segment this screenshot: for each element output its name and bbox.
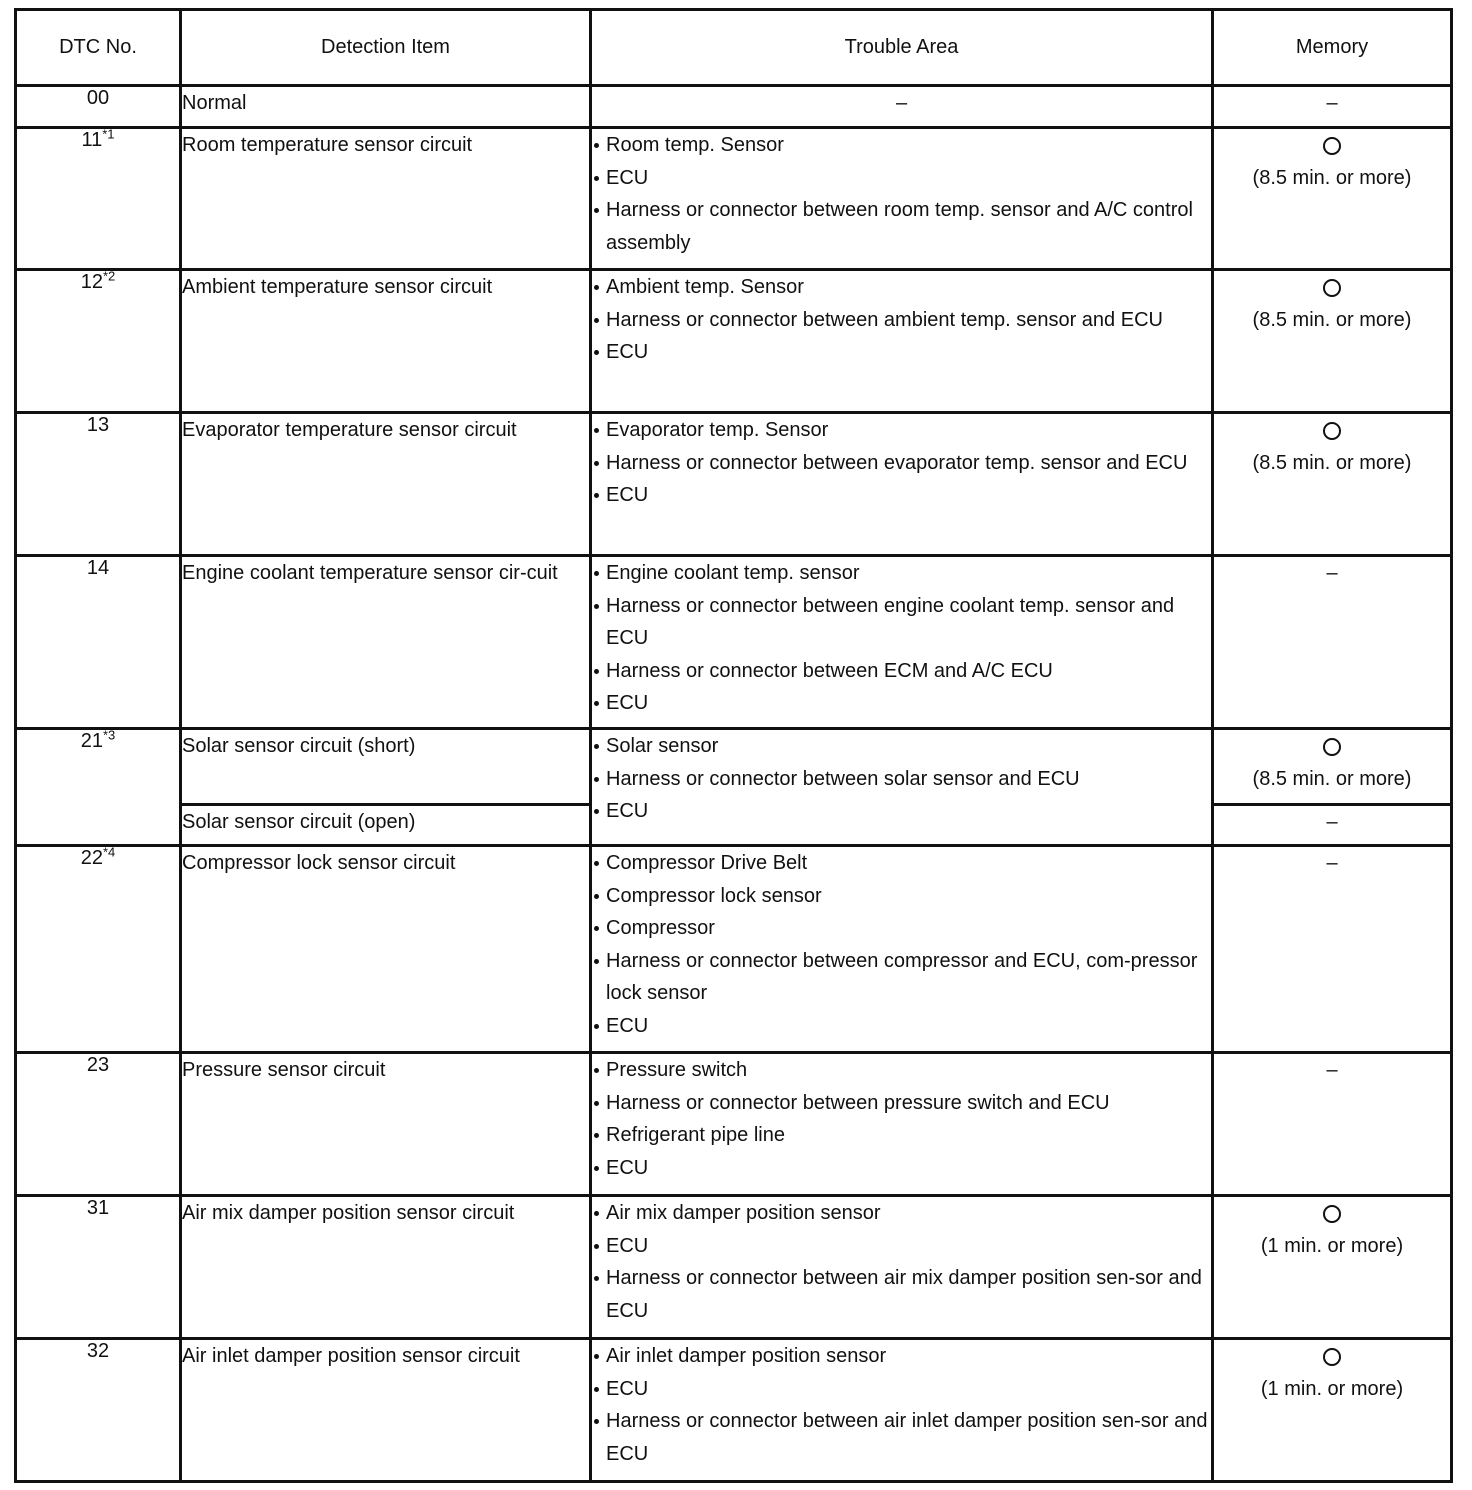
memory-cell: – xyxy=(1213,86,1452,128)
list-item: Harness or connector between evaporator temp. sensor and ECU xyxy=(592,447,1211,480)
memory-cell xyxy=(1213,1339,1452,1482)
list-item: Harness or connector between compressor and ECU, com-pressor lock sensor xyxy=(592,945,1211,1010)
list-item: Air mix damper position sensor xyxy=(592,1197,1211,1230)
list-item: Harness or connector between air mix damper position sen-sor and ECU xyxy=(592,1262,1211,1327)
circle-icon xyxy=(1323,137,1341,155)
dtc-cell xyxy=(16,128,181,270)
detection-item: Compressor lock sensor circuit xyxy=(181,846,591,1053)
detection-item: Pressure sensor circuit xyxy=(181,1053,591,1196)
list-item: Pressure switch xyxy=(592,1054,1211,1087)
dtc-cell xyxy=(16,1053,181,1196)
table-row xyxy=(16,86,1452,128)
table-row xyxy=(16,270,1452,413)
trouble-area xyxy=(591,1196,1213,1339)
list-item: Harness or connector between engine coolant temp. sensor and ECU xyxy=(592,590,1211,655)
circle-icon xyxy=(1323,738,1341,756)
trouble-list xyxy=(592,414,1211,512)
memory-cell xyxy=(1213,413,1452,556)
trouble-list xyxy=(592,129,1211,259)
list-item: ECU xyxy=(592,1010,1211,1043)
header-trouble: Trouble Area xyxy=(591,10,1213,86)
dtc-table xyxy=(14,8,1453,1483)
list-item: Compressor xyxy=(592,912,1211,945)
list-item: Harness or connector between ambient temp. sensor and ECU xyxy=(592,304,1211,337)
dtc-cell xyxy=(16,270,181,413)
memory-duration: (8.5 min. or more) xyxy=(1252,768,1412,790)
header-memory: Memory xyxy=(1213,10,1452,86)
header-detection: Detection Item xyxy=(181,10,591,86)
trouble-list xyxy=(592,557,1211,720)
memory-cell: – xyxy=(1213,805,1452,846)
dtc-cell xyxy=(16,846,181,1053)
list-item: Harness or connector between air inlet damper position sen-sor and ECU xyxy=(592,1405,1211,1470)
detection-item: Normal xyxy=(181,86,591,128)
dtc-number: 11 xyxy=(81,129,103,151)
circle-icon xyxy=(1323,1205,1341,1223)
list-item: Ambient temp. Sensor xyxy=(592,271,1211,304)
dtc-cell xyxy=(16,729,181,846)
list-item: ECU xyxy=(592,1373,1211,1406)
table-row xyxy=(16,1339,1452,1482)
trouble-area xyxy=(591,1053,1213,1196)
trouble-list xyxy=(592,847,1211,1042)
memory-duration: (8.5 min. or more) xyxy=(1252,452,1412,474)
list-item: Compressor Drive Belt xyxy=(592,847,1211,880)
trouble-area: – xyxy=(591,86,1213,128)
table-row xyxy=(16,556,1452,729)
memory-cell xyxy=(1213,270,1452,413)
trouble-list xyxy=(592,1197,1211,1327)
detection-item: Room temperature sensor circuit xyxy=(181,128,591,270)
list-item: Engine coolant temp. sensor xyxy=(592,557,1211,590)
dtc-number: 32 xyxy=(86,1340,110,1362)
memory-cell xyxy=(1213,1196,1452,1339)
list-item: ECU xyxy=(592,162,1211,195)
dtc-cell xyxy=(16,86,181,128)
list-item: Harness or connector between room temp. sensor and A/C control assembly xyxy=(592,194,1211,259)
detection-item: Air mix damper position sensor circuit xyxy=(181,1196,591,1339)
dtc-number: 14 xyxy=(86,557,110,579)
footnote-mark: *1 xyxy=(102,126,115,142)
trouble-list xyxy=(592,1340,1211,1470)
table-row xyxy=(16,1053,1452,1196)
trouble-area xyxy=(591,1339,1213,1482)
list-item: ECU xyxy=(592,1230,1211,1263)
list-item: Refrigerant pipe line xyxy=(592,1119,1211,1152)
circle-icon xyxy=(1323,422,1341,440)
dtc-number: 23 xyxy=(86,1054,110,1076)
list-item: Evaporator temp. Sensor xyxy=(592,414,1211,447)
dtc-cell xyxy=(16,1196,181,1339)
memory-duration: (8.5 min. or more) xyxy=(1252,309,1412,331)
table-row xyxy=(16,128,1452,270)
dtc-cell xyxy=(16,413,181,556)
trouble-area xyxy=(591,729,1213,846)
circle-icon xyxy=(1323,1348,1341,1366)
trouble-area xyxy=(591,846,1213,1053)
detection-item: Air inlet damper position sensor circuit xyxy=(181,1339,591,1482)
trouble-list xyxy=(592,271,1211,369)
memory-duration: (1 min. or more) xyxy=(1260,1378,1404,1400)
list-item: Harness or connector between ECM and A/C ECU xyxy=(592,655,1211,688)
detection-item: Engine coolant temperature sensor cir-cuit xyxy=(181,556,591,729)
memory-cell xyxy=(1213,128,1452,270)
list-item: Harness or connector between pressure switch and ECU xyxy=(592,1087,1211,1120)
list-item: Harness or connector between solar sensor and ECU xyxy=(592,763,1211,796)
dtc-number: 21 xyxy=(80,730,103,752)
list-item: Room temp. Sensor xyxy=(592,129,1211,162)
trouble-area xyxy=(591,128,1213,270)
footnote-mark: *2 xyxy=(102,268,116,284)
footnote-mark: *3 xyxy=(102,727,116,743)
list-item: Solar sensor xyxy=(592,730,1211,763)
header-dtc: DTC No. xyxy=(16,10,181,86)
dtc-cell xyxy=(16,556,181,729)
trouble-area xyxy=(591,413,1213,556)
memory-duration: (8.5 min. or more) xyxy=(1252,167,1412,189)
dtc-number: 00 xyxy=(86,87,110,109)
detection-item: Solar sensor circuit (open) xyxy=(181,805,591,846)
trouble-area xyxy=(591,270,1213,413)
trouble-list xyxy=(592,730,1211,828)
list-item: ECU xyxy=(592,795,1211,828)
trouble-area xyxy=(591,556,1213,729)
memory-cell: – xyxy=(1213,556,1452,729)
list-item: ECU xyxy=(592,336,1211,369)
memory-duration: (1 min. or more) xyxy=(1260,1235,1404,1257)
table-row xyxy=(16,729,1452,805)
footnote-mark: *4 xyxy=(102,844,116,860)
memory-cell xyxy=(1213,729,1452,805)
header-row xyxy=(16,10,1452,86)
detection-item: Solar sensor circuit (short) xyxy=(181,729,591,805)
table-row xyxy=(16,1196,1452,1339)
circle-icon xyxy=(1323,279,1341,297)
list-item: ECU xyxy=(592,687,1211,720)
list-item: Air inlet damper position sensor xyxy=(592,1340,1211,1373)
detection-item: Ambient temperature sensor circuit xyxy=(181,270,591,413)
table-row xyxy=(16,413,1452,556)
dtc-number: 13 xyxy=(86,414,110,436)
list-item: Compressor lock sensor xyxy=(592,880,1211,913)
list-item: ECU xyxy=(592,479,1211,512)
list-item: ECU xyxy=(592,1152,1211,1185)
table-row xyxy=(16,846,1452,1053)
dtc-number: 22 xyxy=(80,847,103,869)
detection-item: Evaporator temperature sensor circuit xyxy=(181,413,591,556)
memory-cell: – xyxy=(1213,846,1452,1053)
trouble-list xyxy=(592,1054,1211,1184)
dtc-number: 12 xyxy=(80,271,103,293)
memory-cell: – xyxy=(1213,1053,1452,1196)
dtc-number: 31 xyxy=(86,1197,110,1219)
dtc-cell xyxy=(16,1339,181,1482)
